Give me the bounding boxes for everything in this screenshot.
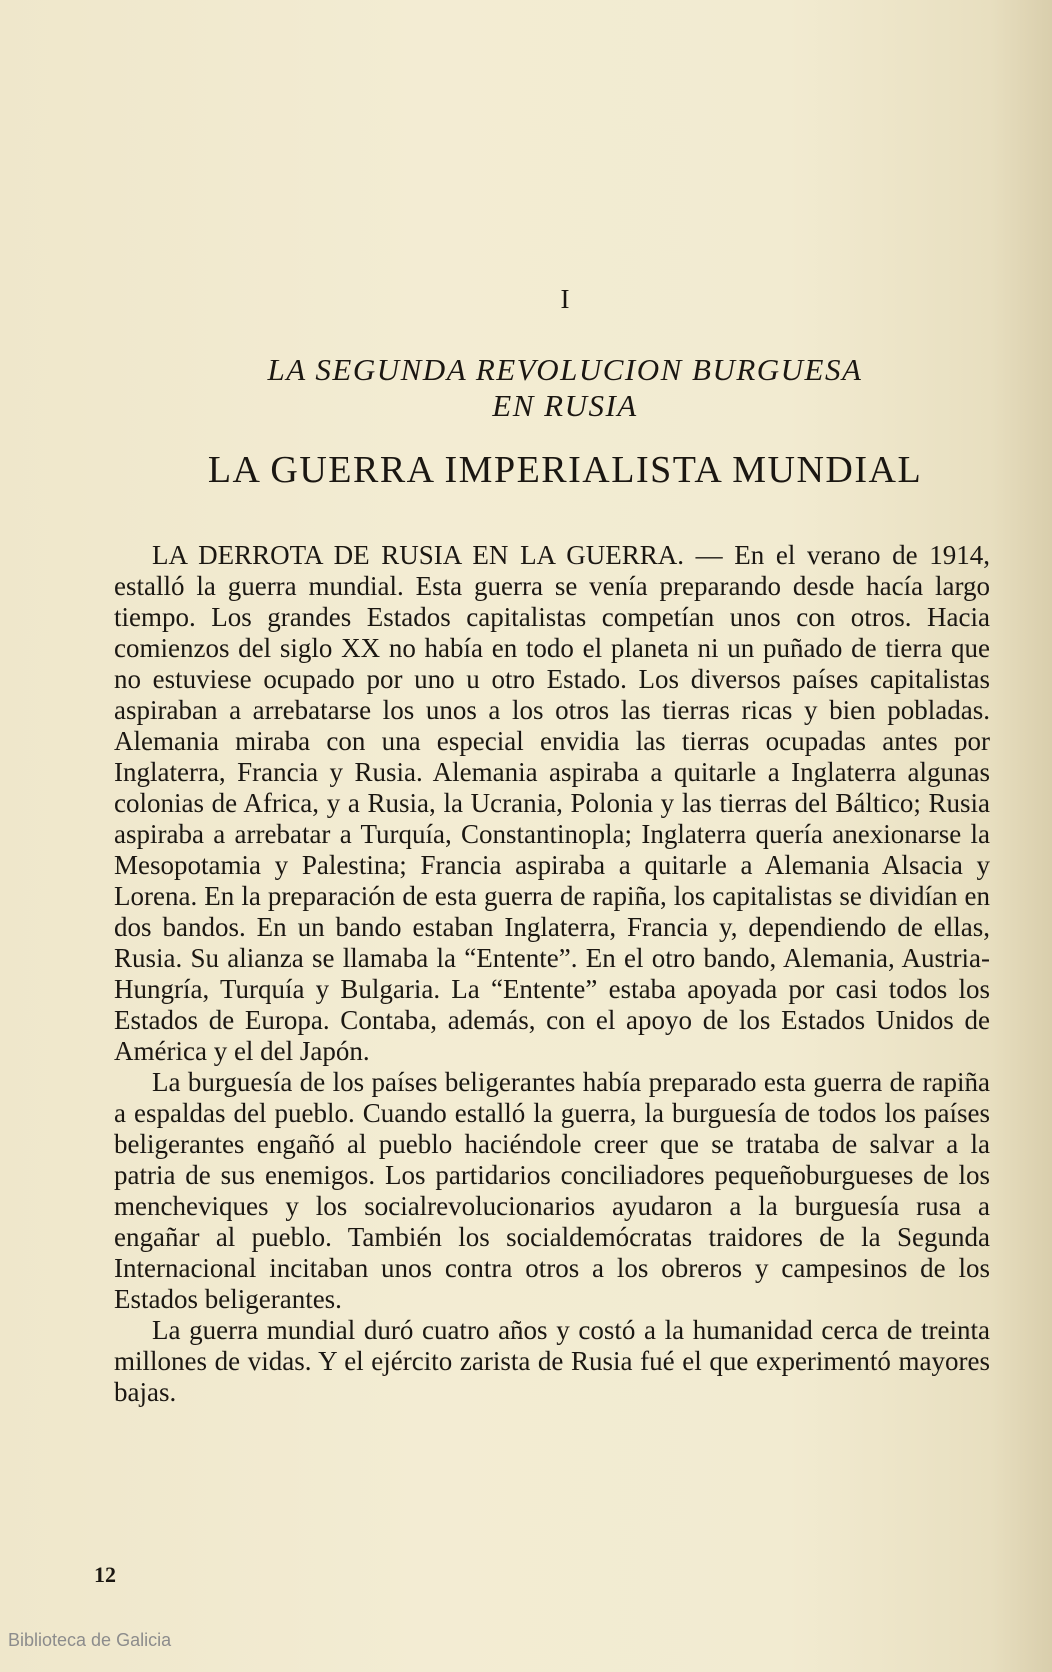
chapter-supertitle-line2: EN RUSIA: [492, 388, 638, 423]
chapter-supertitle-line1: LA SEGUNDA REVOLUCION BURGUESA: [267, 352, 863, 387]
paragraph: La guerra mundial duró cuatro años y costó a la humanidad cerca de treinta millones de vidas. Y el ejército zarista de Rusia fué el que experimentó mayores bajas.: [114, 1315, 990, 1407]
page-number: 12: [94, 1562, 116, 1587]
chapter-number: I: [560, 284, 570, 314]
library-watermark: Biblioteca de Galicia: [8, 1630, 172, 1650]
body-text: [114, 540, 990, 1408]
paragraph: LA DERROTA DE RUSIA EN LA GUERRA. — En el verano de 1914, estalló la guerra mundial. Esta guerra se venía preparando desde hacía largo tiempo. Los grandes Estados capitalistas competían unos con otros. Hacia comienzos del siglo XX no había en todo el planeta ni un puñado de tierra que no estuviese ocupado por uno u otro Estado. Los diversos países capitalistas aspiraban a arrebatarse los unos a los otros las tierras ricas y bien pobladas. Alemania miraba con una especial envidia las tierras ocupadas antes por Inglaterra, Francia y Rusia. Alemania aspiraba a quitarle a Inglaterra algunas colonias de Africa, y a Rusia, la Ucrania, Polonia y las tierras del Báltico; Rusia aspiraba a arrebatar a Turquía, Constantinopla; Inglaterra quería anexionarse la Mesopotamia y Palestina; Francia aspiraba a quitarle a Alemania Alsacia y Lorena. En la preparación de esta guerra de rapiña, los capitalistas se dividían en dos bandos. En un bando estaban Inglaterra, Francia y, dependiendo de ellas, Rusia. Su alianza se llamaba la “Entente”. En el otro bando, Alemania, Austria-Hungría, Turquía y Bulgaria. La “Entente” estaba apoyada por casi todos los Estados de Europa. Contaba, además, con el apoyo de los Estados Unidos de América y el del Japón.: [114, 540, 990, 1066]
paragraph: La burguesía de los países beligerantes había preparado esta guerra de rapiña a espaldas del pueblo. Cuando estalló la guerra, la burguesía de todos los países beligerantes engañó al pueblo haciéndole creer que se trataba de salvar a la patria de sus enemigos. Los partidarios conciliadores pequeñoburgueses de los mencheviques y los socialrevolucionarios ayudaron a la burguesía rusa a engañar al pueblo. También los socialdemócratas traidores de la Segunda Internacional incitaban unos contra otros a los obreros y campesinos de los Estados beligerantes.: [114, 1067, 990, 1314]
chapter-title: LA GUERRA IMPERIALISTA MUNDIAL: [207, 449, 923, 491]
